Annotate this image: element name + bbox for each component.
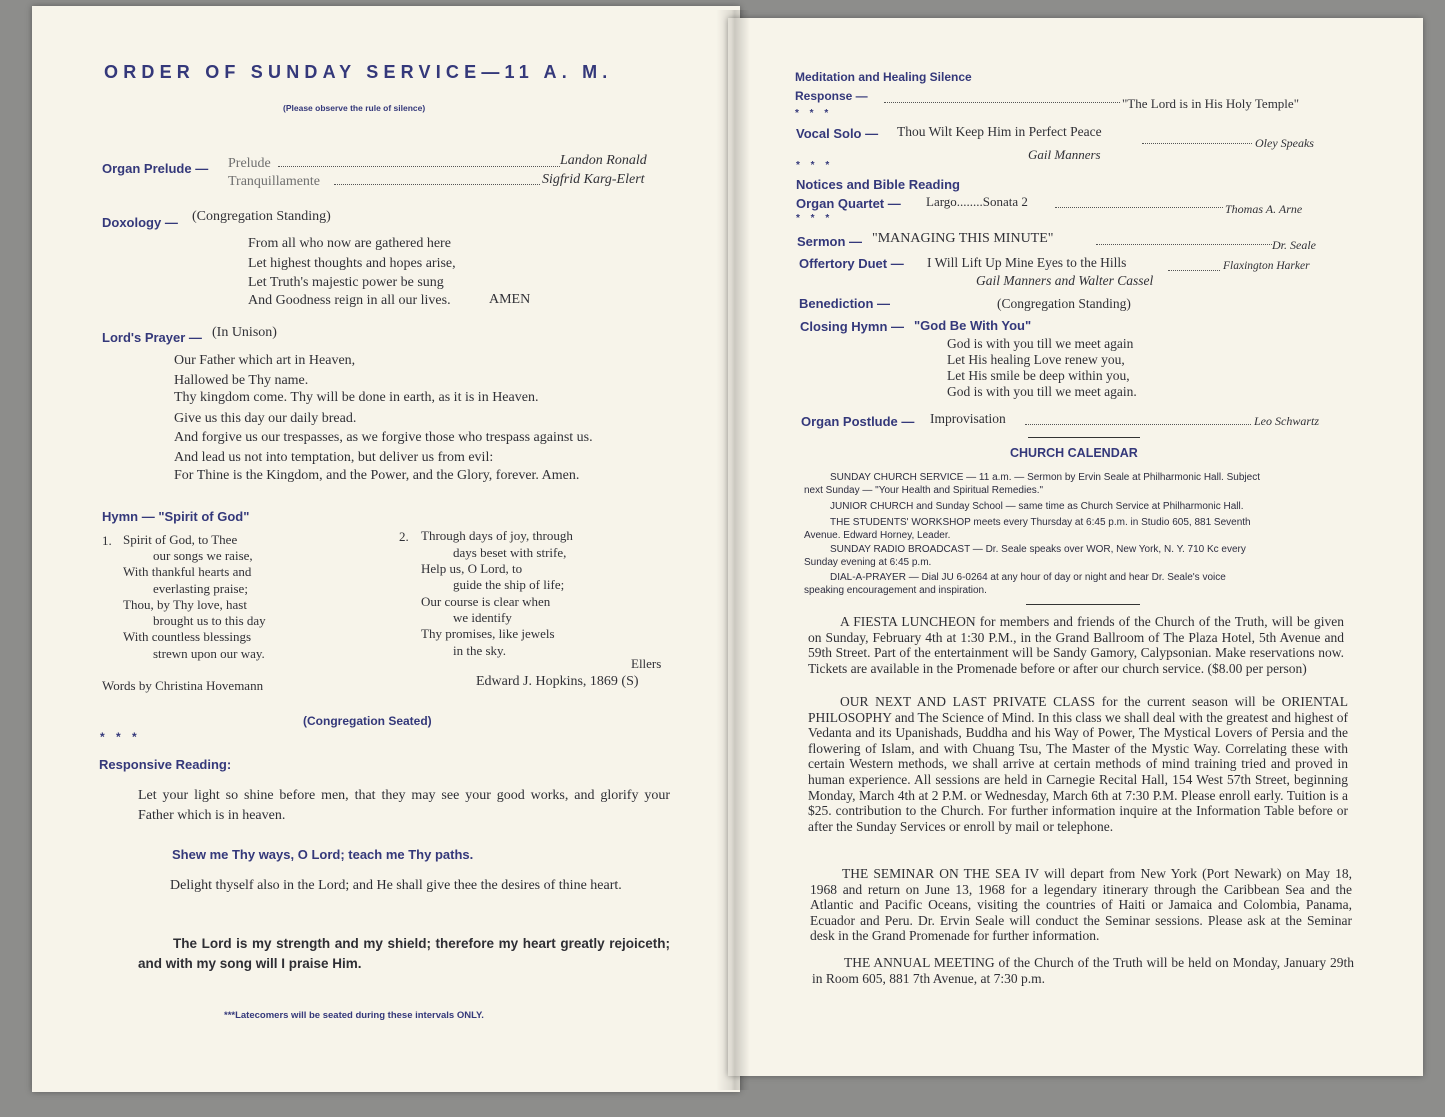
- responsive-people-1: Shew me Thy ways, O Lord; teach me Thy paths.: [172, 847, 474, 862]
- doxology-note: (Congregation Standing): [192, 209, 331, 224]
- doxology-line: Let highest thoughts and hopes arise,: [248, 256, 456, 271]
- tranquillamente-leader: [334, 176, 540, 185]
- hymn-label: Hymn — "Spirit of God": [102, 509, 250, 524]
- organ-postlude-composer: Leo Schwartz: [1254, 414, 1320, 428]
- calendar-item-rest: Sunday evening at 6:45 p.m.: [804, 557, 932, 568]
- doxology-amen: AMEN: [489, 292, 531, 307]
- organ-postlude-label: Organ Postlude —: [801, 414, 915, 429]
- verse1-line: our songs we raise,: [153, 548, 253, 563]
- benediction-note: (Congregation Standing): [997, 296, 1131, 311]
- offertory-composer: Flaxington Harker: [1223, 260, 1310, 272]
- prayer-line: And forgive us our trespasses, as we forgive those who trespass against us.: [174, 430, 593, 445]
- offertory-label: Offertory Duet —: [799, 256, 904, 271]
- calendar-item: [804, 471, 1340, 497]
- prelude-leader: [278, 158, 560, 167]
- section-stars: * * *: [796, 213, 834, 224]
- verse2-line: Thy promises, like jewels: [421, 626, 555, 641]
- response-text: "The Lord is in His Holy Temple": [1122, 96, 1299, 111]
- closing-hymn-label: Closing Hymn —: [800, 319, 905, 334]
- doxology-line: Let Truth's majestic power be sung: [248, 275, 444, 290]
- congregation-seated: (Congregation Seated): [303, 714, 432, 728]
- verse1-line: With thankful hearts and: [123, 564, 252, 579]
- page-gutter: [716, 10, 750, 1090]
- prayer-line: Hallowed be Thy name.: [174, 373, 309, 388]
- calendar-item-lead: SUNDAY CHURCH SERVICE — 11 a.m. — Sermon by Ervin Seale at Philharmonic Hall. Subject: [830, 472, 1260, 483]
- hymn-music-by: Edward J. Hopkins, 1869 (S): [476, 674, 639, 689]
- vocal-solo-performer: Gail Manners: [1028, 147, 1101, 162]
- verse2-line: Through days of joy, through: [421, 528, 573, 543]
- calendar-heading: CHURCH CALENDAR: [1010, 446, 1138, 460]
- tranquillamente-composer: Sigfrid Karg-Elert: [542, 172, 645, 187]
- service-title: ORDER OF SUNDAY SERVICE—11 A. M.: [104, 62, 613, 82]
- tranquillamente-item: Tranquillamente: [228, 174, 321, 189]
- announcement-seminar: THE SEMINAR ON THE SEA IV will depart from New York (Port Newark) on May 18, 1968 and return on June 13, 1968 for a legendary itinerary through the Caribbean Sea and the Atlantic and Pacific Oceans, visiting the countries of Haiti or Jamaica and Colombia, Panama, Ecuador and Peru. Dr. Ervin Seale will conduct the Seminar sessions. Please ask at the Seminar desk in the Grand Promenade for further information.: [810, 866, 1352, 944]
- closing-hymn-line: Let His healing Love renew you,: [947, 352, 1125, 367]
- lords-prayer-label: Lord's Prayer —: [102, 330, 202, 345]
- offertory-leader: [1168, 262, 1220, 271]
- calendar-item-lead: SUNDAY RADIO BROADCAST — Dr. Seale speaks over WOR, New York, N. Y. 710 Kc every: [830, 544, 1246, 555]
- prayer-line: Our Father which art in Heaven,: [174, 353, 356, 368]
- verse1-line: With countless blessings: [123, 629, 252, 644]
- prelude-composer: Landon Ronald: [560, 153, 647, 168]
- closing-hymn-line: Let His smile be deep within you,: [947, 368, 1130, 383]
- closing-hymn-title: "God Be With You": [914, 318, 1032, 333]
- organ-quartet-composer: Thomas A. Arne: [1225, 202, 1303, 216]
- verse2-number: 2.: [399, 529, 409, 544]
- calendar-item-lead: THE STUDENTS' WORKSHOP meets every Thursday at 6:45 p.m. in Studio 605, 881 Seventh: [830, 517, 1251, 528]
- announcement-fiesta: A FIESTA LUNCHEON for members and friends of the Church of the Truth, will be given on Sunday, February 4th at 1:30 P.M., in the Grand Ballroom of The Plaza Hotel, 5th Avenue and 59th Street. Part of the entertainment will be Sandy Gamory, Calypsonian. Make reservations now. Tickets are available in the Promenade before or after our church service. ($8.00 per person): [808, 614, 1344, 676]
- verse2-line: Help us, O Lord, to: [421, 561, 523, 576]
- vocal-solo-leader: [1142, 135, 1252, 144]
- organ-quartet-leader: [1055, 199, 1223, 208]
- latecomers-note: ***Latecomers will be seated during these intervals ONLY.: [224, 1010, 484, 1021]
- sermon-label: Sermon —: [797, 234, 863, 249]
- offertory-performers: Gail Manners and Walter Cassel: [976, 273, 1154, 288]
- closing-hymn-line: God is with you till we meet again.: [947, 384, 1137, 399]
- calendar-top-rule: [1028, 437, 1140, 438]
- benediction-label: Benediction —: [799, 296, 891, 311]
- response-leader: [884, 94, 1120, 103]
- prayer-line: Thy kingdom come. Thy will be done in earth, as it is in Heaven.: [174, 390, 539, 405]
- response-label: Response —: [795, 89, 868, 103]
- responsive-minister-1: Let your light so shine before men, that they may see your good works, and glorify your Father which is in heaven.: [138, 788, 670, 823]
- vocal-solo-composer: Oley Speaks: [1255, 136, 1314, 150]
- prayer-line: And lead us not into temptation, but deliver us from evil:: [174, 450, 494, 465]
- responsive-minister-2: Delight thyself also in the Lord; and He shall give thee the desires of thine heart.: [170, 878, 622, 893]
- calendar-item: [804, 516, 1340, 542]
- prayer-line: For Thine is the Kingdom, and the Power, and the Glory, forever. Amen.: [174, 468, 580, 483]
- calendar-item-lead: DIAL-A-PRAYER — Dial JU 6-0264 at any hour of day or night and hear Dr. Seale's voice: [830, 572, 1226, 583]
- organ-postlude-title: Improvisation: [930, 411, 1006, 426]
- vocal-solo-label: Vocal Solo —: [796, 126, 879, 141]
- calendar-item-rest: speaking encouragement and inspiration.: [804, 585, 987, 596]
- organ-prelude-label: Organ Prelude —: [102, 161, 209, 176]
- calendar-item: [804, 571, 1340, 597]
- verse2-line: in the sky.: [453, 643, 506, 658]
- sermon-title: "MANAGING THIS MINUTE": [872, 231, 1054, 246]
- section-stars: * * *: [100, 730, 141, 744]
- calendar-item: [804, 543, 1340, 569]
- announcement-private-class: OUR NEXT AND LAST PRIVATE CLASS for the current season will be ORIENTAL PHILOSOPHY and The Science of Mind. In this class we shall deal with the greatest and highest of Vedanta and its Upanishads, Buddha and his Way of Power, The Mystical Lovers of Persia and the flowering of Islam, and with Chuang Tsu, The Master of the Mystic Way. Correlating these with certain Western methods, we shall arrive at certain methods of mind training tried and proved in human experience. All sessions are held in Carnegie Recital Hall, 154 West 57th Street, beginning Monday, March 4th at 2 P.M. or Wednesday, March 6th at 7:30 P.M. Please enroll early. Tuition is a $25. contribution to the Church. For further information inquire at the Information Table before or after the Sunday Services or enroll by mail or telephone.: [808, 694, 1348, 834]
- calendar-item-rest: next Sunday — "Your Health and Spiritual Remedies.": [804, 485, 1044, 496]
- verse1-line: strewn upon our way.: [153, 646, 265, 661]
- doxology-line: And Goodness reign in all our lives.: [248, 293, 451, 308]
- verse2-line: we identify: [453, 610, 512, 625]
- closing-hymn-line: God is with you till we meet again: [947, 336, 1134, 351]
- verse2-line: Our course is clear when: [421, 594, 551, 609]
- prayer-line: Give us this day our daily bread.: [174, 411, 357, 426]
- responsive-people-2: The Lord is my strength and my shield; therefore my heart greatly rejoiceth; and with my song will I praise Him.: [138, 936, 670, 971]
- prelude-item: Prelude: [228, 156, 271, 171]
- section-stars: * * *: [796, 160, 834, 171]
- meditation-label: Meditation and Healing Silence: [795, 70, 972, 84]
- calendar-bottom-rule: [1026, 604, 1140, 605]
- verse1-line: everlasting praise;: [153, 581, 248, 596]
- calendar-item-rest: Avenue. Edward Horney, Leader.: [804, 530, 951, 541]
- organ-quartet-label: Organ Quartet —: [796, 196, 901, 211]
- verse2-line: guide the ship of life;: [453, 577, 565, 592]
- calendar-item: [804, 500, 1340, 513]
- offertory-title: I Will Lift Up Mine Eyes to the Hills: [927, 255, 1127, 270]
- verse1-number: 1.: [102, 533, 112, 548]
- hymn-words-by: Words by Christina Hovemann: [102, 678, 264, 693]
- organ-postlude-leader: [1025, 416, 1251, 425]
- hymn-tune: Ellers: [631, 656, 662, 671]
- verse1-line: brought us to this day: [153, 613, 266, 628]
- calendar-item-lead: JUNIOR CHURCH and Sunday School — same time as Church Service at Philharmonic Hall.: [830, 501, 1244, 512]
- responsive-reading-label: Responsive Reading:: [99, 757, 232, 772]
- doxology-label: Doxology —: [102, 215, 178, 230]
- notices-label: Notices and Bible Reading: [796, 177, 960, 192]
- doxology-line: From all who now are gathered here: [248, 236, 451, 251]
- section-stars: * * *: [795, 108, 833, 119]
- verse2-line: days beset with strife,: [453, 545, 567, 560]
- organ-quartet-title: Largo........Sonata 2: [926, 194, 1028, 209]
- silence-note: (Please observe the rule of silence): [283, 103, 426, 113]
- lords-prayer-note: (In Unison): [212, 325, 277, 340]
- announcement-annual-meeting: THE ANNUAL MEETING of the Church of the Truth will be held on Monday, January 29th in Room 605, 881 7th Avenue, at 7:30 p.m.: [812, 955, 1354, 986]
- sermon-leader: [1096, 236, 1272, 245]
- sermon-speaker: Dr. Seale: [1272, 238, 1316, 252]
- verse1-line: Spirit of God, to Thee: [123, 532, 238, 547]
- verse1-line: Thou, by Thy love, hast: [123, 597, 247, 612]
- vocal-solo-title: Thou Wilt Keep Him in Perfect Peace: [897, 124, 1102, 139]
